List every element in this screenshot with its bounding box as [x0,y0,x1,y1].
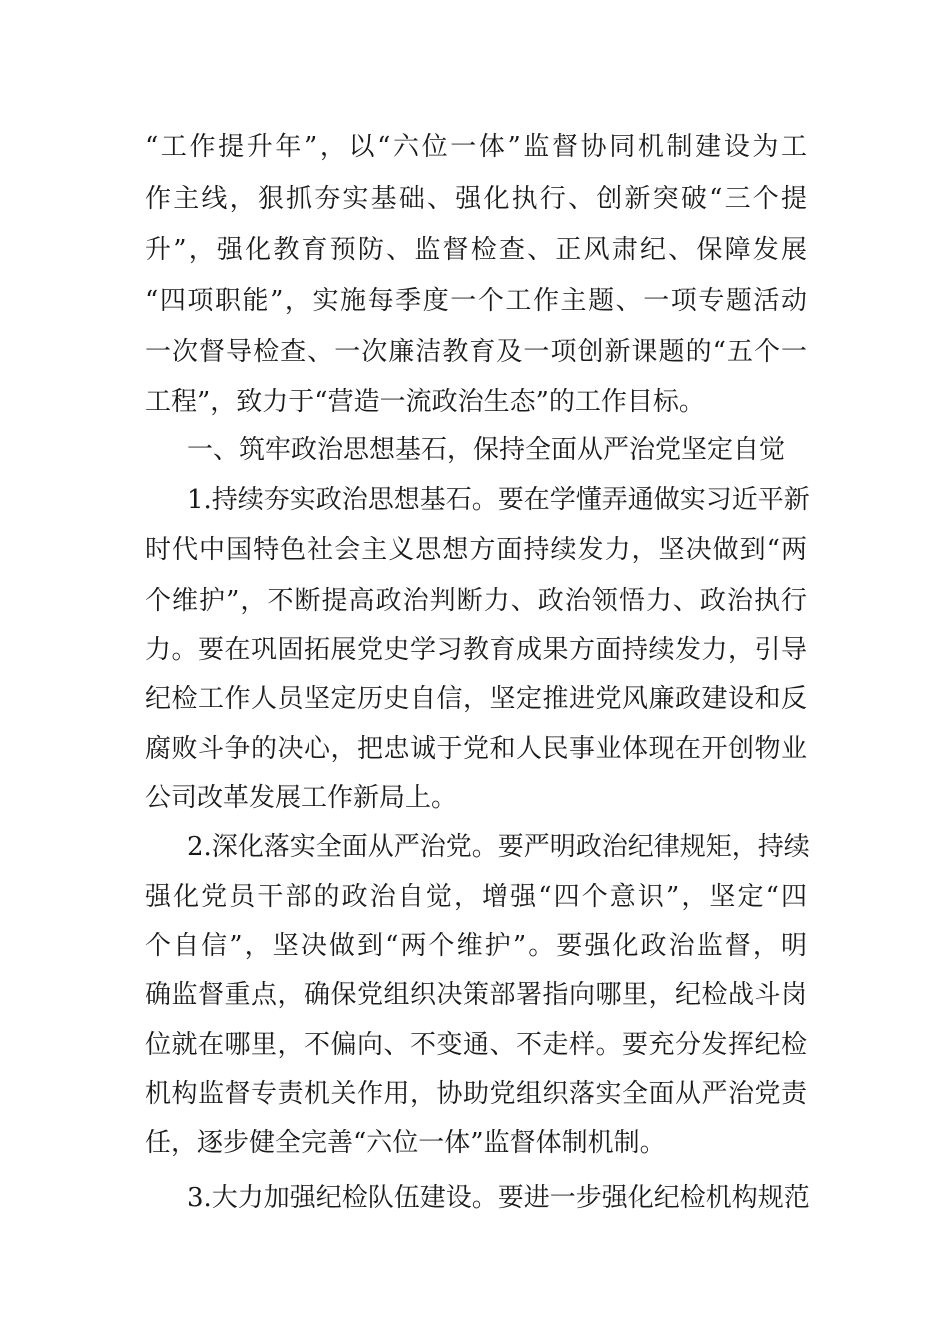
paragraph-line: 工程”，致力于“营造一流政治生态”的工作目标。 [145,387,705,417]
paragraph-line: 位就在哪里，不偏向、不变通、不走样。要充分发挥纪检 [145,1030,807,1060]
paragraph-line: 1.持续夯实政治思想基石。要在学懂弄通做实习近平新 [187,485,810,515]
paragraph-line: 升”，强化教育预防、监督检查、正风肃纪、保障发展 [145,235,807,265]
paragraph-line: 3.大力加强纪检队伍建设。要进一步强化纪检机构规范 [187,1183,810,1213]
paragraph-line: 一次督导检查、一次廉洁教育及一项创新课题的“五个一 [145,337,807,367]
paragraph-line: 公司改革发展工作新局上。 [145,783,458,813]
paragraph-line: 个维护”，不断提高政治判断力、政治领悟力、政治执行 [145,586,807,616]
paragraph-line: 作主线，狠抓夯实基础、强化执行、创新突破“三个提 [145,184,807,214]
paragraph-line: 任，逐步健全完善“六位一体”监督体制机制。 [145,1128,666,1158]
paragraph-line: 个自信”，坚决做到“两个维护”。要强化政治监督，明 [145,931,807,961]
section-heading: 一、筑牢政治思想基石，保持全面从严治党坚定自觉 [187,435,786,465]
paragraph-line: 腐败斗争的决心，把忠诚于党和人民事业体现在开创物业 [145,734,807,764]
paragraph-line: “四项职能”，实施每季度一个工作主题、一项专题活动 [145,286,807,316]
paragraph-line: 机构监督专责机关作用，协助党组织落实全面从严治党责 [145,1079,807,1109]
paragraph-line: “工作提升年”，以“六位一体”监督协同机制建设为工 [145,132,807,162]
paragraph-line: 时代中国特色社会主义思想方面持续发力，坚决做到“两 [145,535,807,565]
paragraph-line: 2.深化落实全面从严治党。要严明政治纪律规矩，持续 [187,832,810,862]
paragraph-line: 力。要在巩固拓展党史学习教育成果方面持续发力，引导 [145,635,807,665]
paragraph-line: 纪检工作人员坚定历史自信，坚定推进党风廉政建设和反 [145,684,807,714]
paragraph-line: 确监督重点，确保党组织决策部署指向哪里，纪检战斗岗 [145,980,807,1010]
paragraph-line: 强化党员干部的政治自觉，增强“四个意识”，坚定“四 [145,882,807,912]
